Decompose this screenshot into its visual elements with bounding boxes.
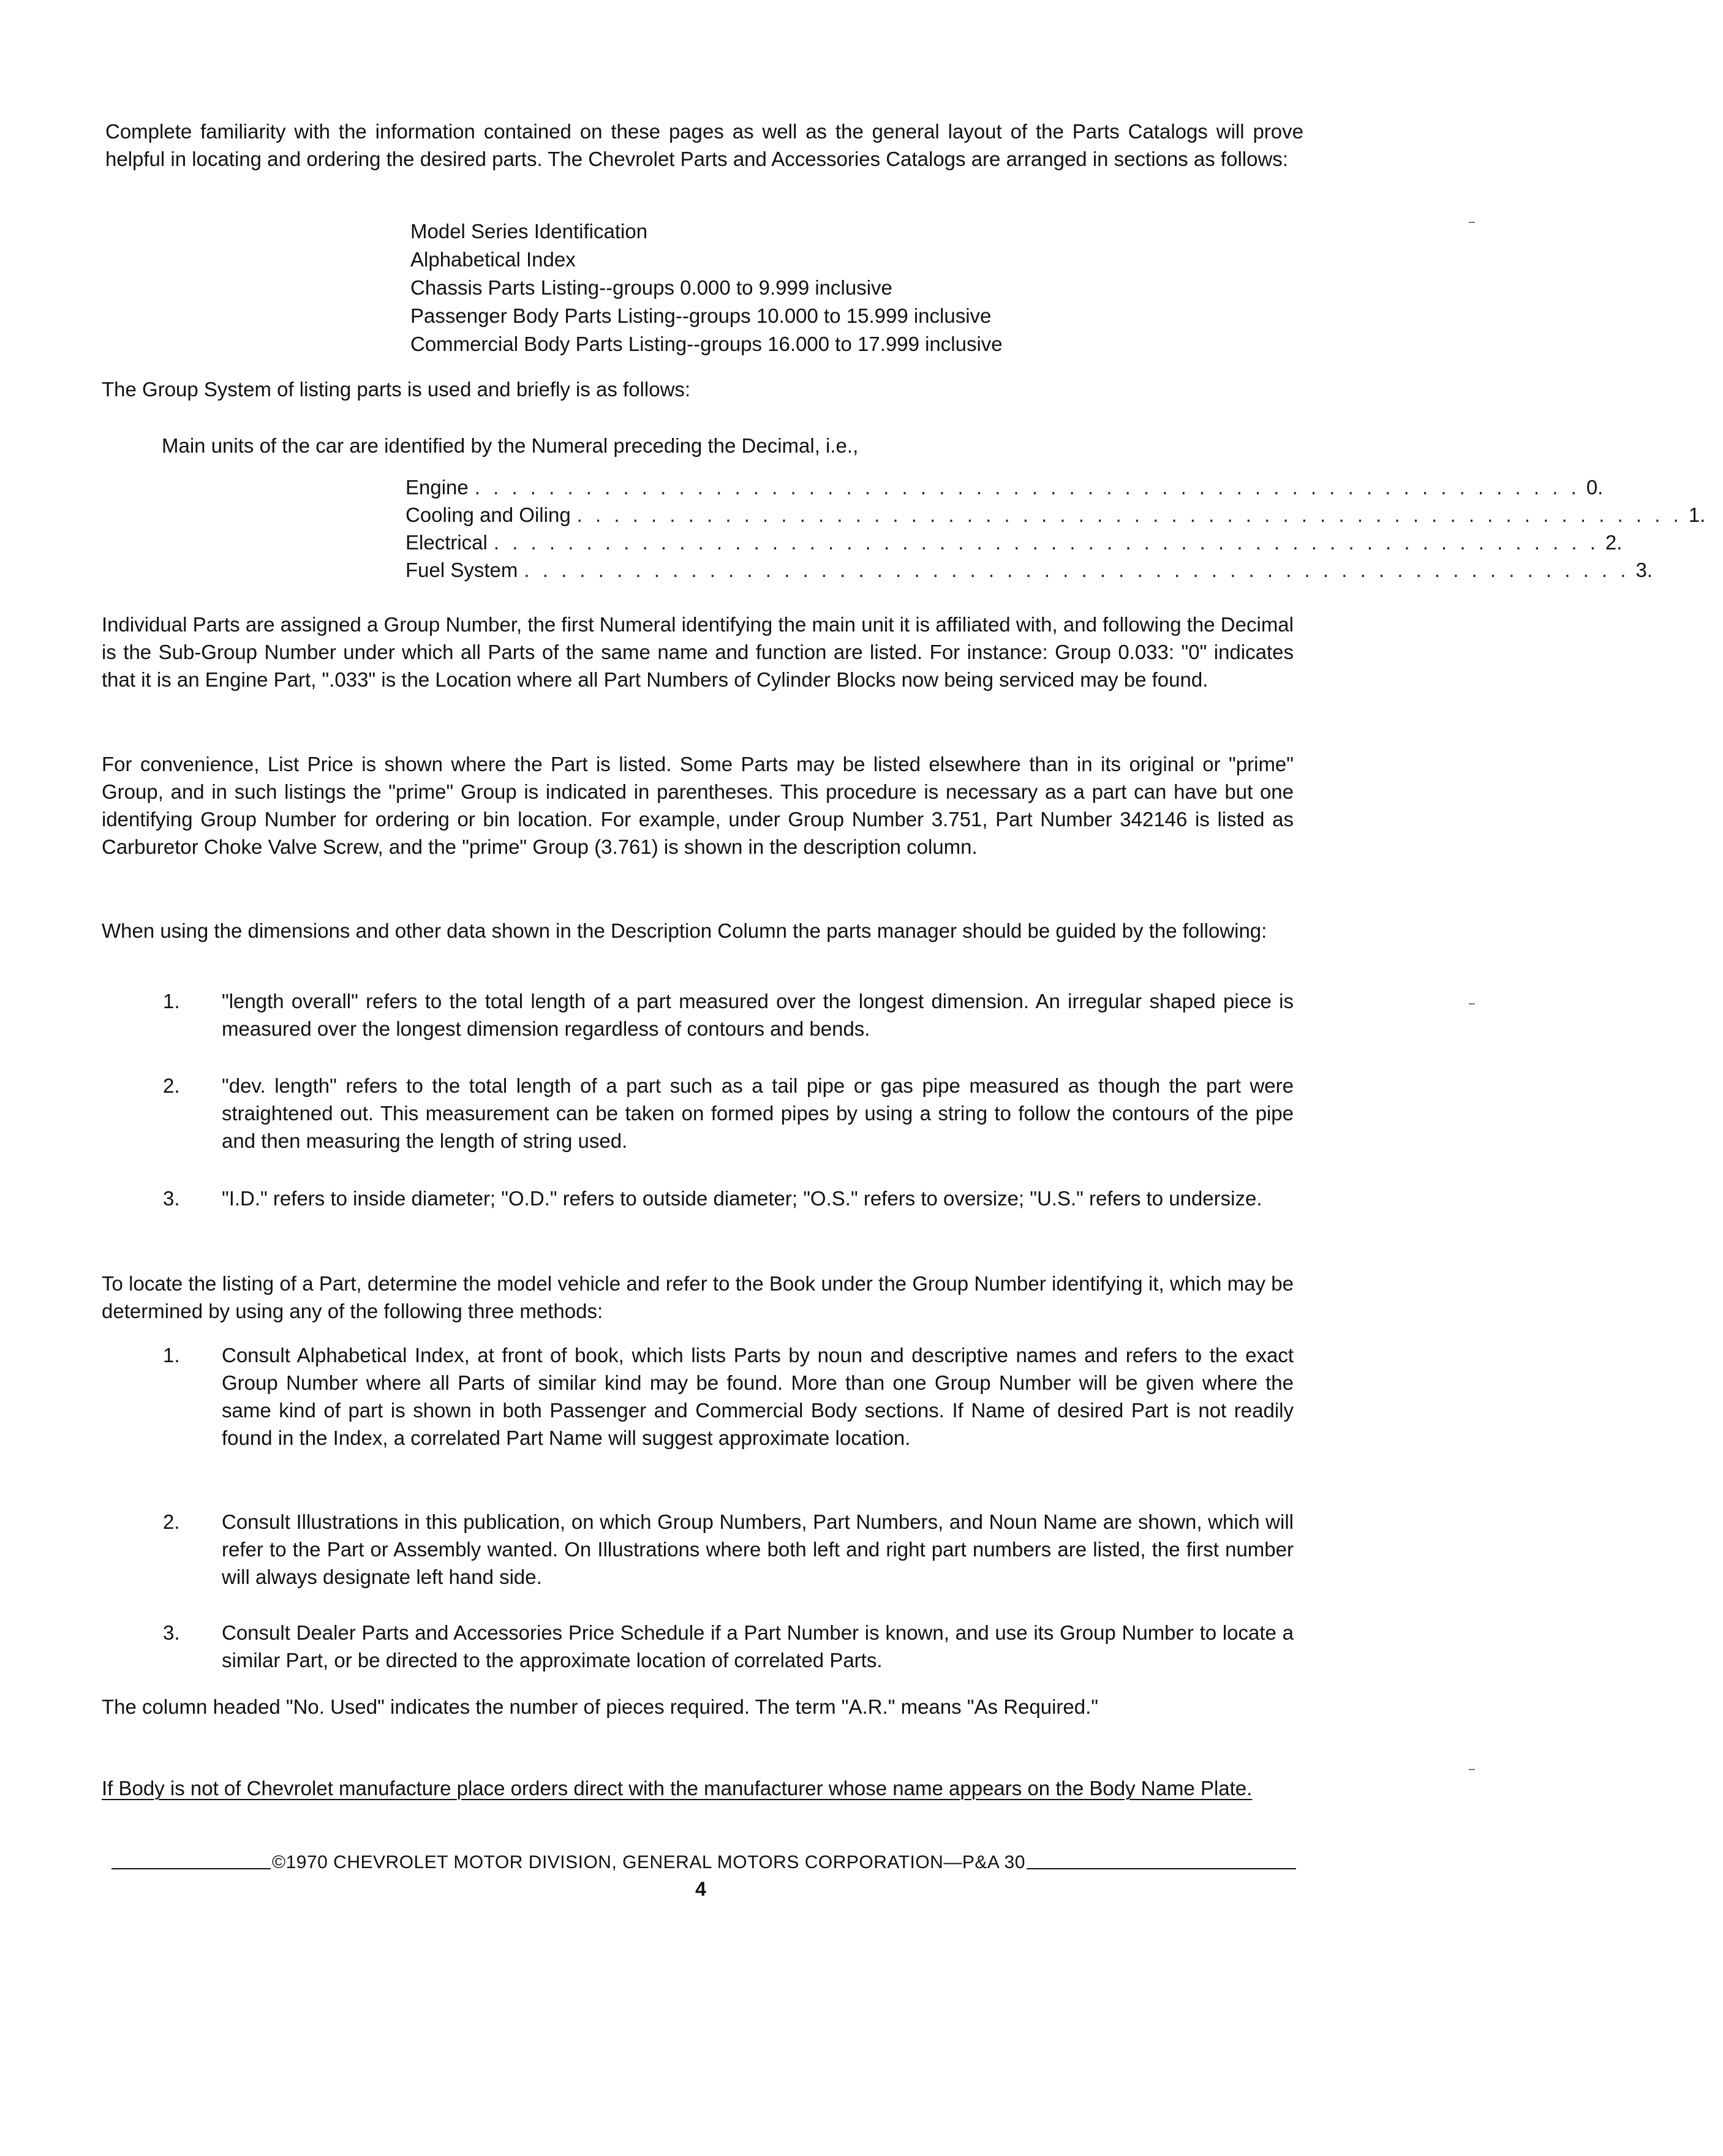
dot-leader: . . . . . . . . . . . . . . . . . . . . . . . . . . . . . . . . . . . . . . . . . . . . . . . . . . . . . . . . . . . . <box>474 476 1580 499</box>
unit-row <box>405 556 1653 584</box>
copyright-text: ©1970 CHEVROLET MOTOR DIVISION, GENERAL MOTORS CORPORATION—P&A 30 <box>272 1852 1025 1872</box>
unit-name: Engine <box>405 476 469 499</box>
catalog-section-item: Passenger Body Parts Listing--groups 10.000 to 15.999 inclusive <box>410 304 992 327</box>
item-text: Consult Alphabetical Index, at front of book, which lists Parts by noun and descriptive names and refers to the exact Group Number where all Parts of similar kind may be found. More than one Group Number will be given where the same kind of part is shown in both Passenger and Commercial Body sections. If Name of desired Part is not readily found in the Index, a correlated Part Name will suggest approximate location. <box>222 1344 1294 1449</box>
intro-paragraph: Complete familiarity with the information contained on these pages as well as the general layout of the Parts Catalogs will prove helpful in locating and ordering the desired parts. The Chevrolet Parts and Accessories Catalogs are arranged in sections as follows: <box>105 120 1303 170</box>
margin-mark <box>1469 1003 1475 1005</box>
body-manufacturer-note: If Body is not of Chevrolet manufacture place orders direct with the manufacturer whose name appears on the Body Name Plate. <box>102 1777 1253 1800</box>
main-units-intro: Main units of the car are identified by the Numeral preceding the Decimal, i.e., <box>162 434 859 457</box>
catalog-sections-list <box>410 217 1268 358</box>
unit-name: Cooling and Oiling <box>405 503 571 526</box>
unit-number: 3. <box>1635 559 1653 581</box>
item-text: "length overall" refers to the total length of a part measured over the longest dimension. An irregular shaped piece is measured over the longest dimension regardless of contours and bends. <box>222 990 1294 1040</box>
margin-mark <box>1469 222 1475 223</box>
item-number: 1. <box>163 990 180 1012</box>
unit-row <box>405 501 1706 529</box>
catalog-section-item: Alphabetical Index <box>410 248 576 271</box>
unit-name: Fuel System <box>405 559 518 581</box>
footer-rule-right <box>1027 1868 1296 1869</box>
copyright-footer <box>111 1852 1296 1873</box>
group-system-paragraph: The Group System of listing parts is used and briefly is as follows: <box>102 378 691 401</box>
catalog-section-item: Commercial Body Parts Listing--groups 16.000 to 17.999 inclusive <box>410 333 1003 355</box>
main-units-table <box>405 473 1706 584</box>
dimensions-list <box>163 987 1314 1245</box>
item-number: 1. <box>163 1344 180 1366</box>
unit-row <box>405 529 1623 556</box>
item-number: 3. <box>163 1187 180 1210</box>
no-used-paragraph: The column headed "No. Used" indicates the number of pieces required. The term "A.R." means "As Required." <box>102 1695 1098 1718</box>
catalog-section-item: Model Series Identification <box>410 220 648 243</box>
individual-parts-paragraph: Individual Parts are assigned a Group Number, the first Numeral identifying the main unit it is affiliated with, and following the Decimal is the Sub-Group Number under which all Parts of the same name and function are listed. For instance: Group 0.033: "0" indicates that it is an Engine Part, ".033" is the Location where all Part Numbers of Cylinder Blocks now being serviced may be found. <box>102 613 1294 691</box>
footer-rule-left <box>111 1868 271 1869</box>
item-text: Consult Illustrations in this publication, on which Group Numbers, Part Numbers, and Noun Name are shown, which will refer to the Part or Assembly wanted. On Illustrations where both left and right part numbers are listed, the first number will always designate left hand side. <box>222 1510 1294 1588</box>
dimensions-intro: When using the dimensions and other data shown in the Description Column the parts manager should be guided by the following: <box>102 919 1267 942</box>
unit-number: 2. <box>1605 531 1623 554</box>
page-number: 4 <box>695 1878 706 1900</box>
dot-leader: . . . . . . . . . . . . . . . . . . . . . . . . . . . . . . . . . . . . . . . . . . . . . . . . . . . . . . . . . . . . <box>524 559 1630 581</box>
list-price-paragraph: For convenience, List Price is shown where the Part is listed. Some Parts may be listed elsewhere than in its original or "prime" Group, and in such listings the "prime" Group is indicated in parentheses. This procedure is necessary as a part can have but one identifying Group Number for ordering or bin location. For example, under Group Number 3.751, Part Number 342146 is listed as Carburetor Choke Valve Screw, and the "prime" Group (3.761) is shown in the description column. <box>102 753 1294 858</box>
unit-name: Electrical <box>405 531 488 554</box>
item-text: "dev. length" refers to the total length of a part such as a tail pipe or gas pipe measured as though the part were straightened out. This measurement can be taken on formed pipes by using a string to follow the contours of the pipe and then measuring the length of string used. <box>222 1074 1294 1152</box>
locate-part-intro: To locate the listing of a Part, determine the model vehicle and refer to the Book under the Group Number identifying it, which may be determined by using any of the following three methods: <box>102 1272 1294 1322</box>
item-number: 2. <box>163 1510 180 1533</box>
dot-leader: . . . . . . . . . . . . . . . . . . . . . . . . . . . . . . . . . . . . . . . . . . . . . . . . . . . . . . . . . . . . <box>493 531 1599 554</box>
margin-mark <box>1469 1769 1475 1770</box>
catalog-section-item: Chassis Parts Listing--groups 0.000 to 9.999 inclusive <box>410 276 892 299</box>
item-number: 3. <box>163 1621 180 1644</box>
unit-number: 1. <box>1688 503 1706 526</box>
unit-number: 0. <box>1586 476 1604 499</box>
unit-row <box>405 473 1604 501</box>
item-text: Consult Dealer Parts and Accessories Price Schedule if a Part Number is known, and use its Group Number to locate a similar Part, or be directed to the approximate location of correlated Parts. <box>222 1621 1294 1672</box>
item-number: 2. <box>163 1074 180 1097</box>
locate-methods-list <box>163 1341 1314 1672</box>
dot-leader: . . . . . . . . . . . . . . . . . . . . . . . . . . . . . . . . . . . . . . . . . . . . . . . . . . . . . . . . . . . . <box>576 503 1683 526</box>
item-text: "I.D." refers to inside diameter; "O.D." refers to outside diameter; "O.S." refers to oversize; "U.S." refers to undersize. <box>222 1187 1262 1210</box>
